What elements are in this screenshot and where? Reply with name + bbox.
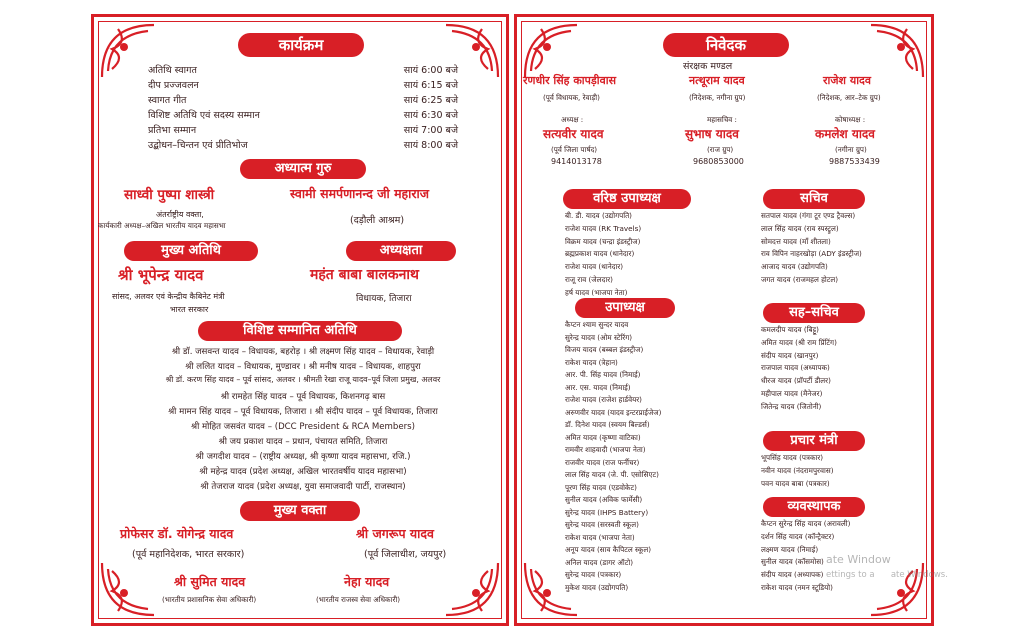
list-item: अनूप यादव (साव कैपिटल स्कूल) — [565, 545, 652, 554]
program-heading: कार्यक्रम — [238, 33, 364, 57]
officer-name: कमलेश यादव — [815, 127, 875, 141]
senior-vp-heading: वरिष्ठ उपाध्यक्ष — [563, 189, 691, 209]
program-row — [148, 123, 458, 136]
officer-role: अध्यक्ष : — [561, 115, 584, 124]
officer-name: सत्यवीर यादव — [543, 127, 604, 141]
list-item: राजेश यादव (RK Travels) — [565, 223, 642, 233]
list-item: अमित यादव (श्री राम प्रिंटिंग) — [761, 337, 837, 347]
program-time: सायं 6:15 बजे — [403, 80, 458, 91]
list-item: ब्रह्मप्रकाश यादव (थानेदार) — [565, 249, 635, 259]
program-label: दीप प्रज्जवलन — [148, 80, 199, 91]
officer-subtitle: (पूर्व जिला पार्षद) — [551, 145, 598, 154]
patron-subtitle: (निदेशक, नगीना ग्रुप) — [689, 93, 746, 102]
guru-heading: अध्यात्म गुरु — [240, 159, 366, 179]
officer-phone: 9887533439 — [829, 157, 880, 166]
special-guest-line: श्री जय प्रकाश यादव – प्रधान, पंचायत समिति, तिजारा — [218, 437, 388, 447]
officer-phone: 9414013178 — [551, 157, 602, 166]
co-secretary-heading: सह–सचिव — [763, 303, 865, 323]
presidency-name: महंत बाबा बालकनाथ — [310, 267, 419, 283]
program-label: प्रतिभा सम्मान — [148, 125, 197, 136]
program-time: सायं 7:00 बजे — [403, 125, 458, 136]
list-item: सुनील यादव (कॉसमोस) — [761, 557, 824, 567]
program-row — [148, 93, 458, 106]
corner-ornament — [867, 21, 927, 81]
secretary-heading: सचिव — [763, 189, 865, 209]
presidency-heading: अध्यक्षता — [346, 241, 456, 261]
requesters-heading: निवेदक — [663, 33, 789, 57]
list-item: महीपाल यादव (मैनेजर) — [761, 388, 823, 398]
program-label: उद्बोधन–चिन्तन एवं प्रीतिभोज — [148, 140, 248, 151]
list-item: सुनील यादव (अविक फार्मेसी) — [565, 495, 643, 504]
promotion-heading: प्रचार मंत्री — [763, 431, 865, 451]
speaker2-name: श्री जगरूप यादव — [356, 526, 434, 541]
list-item: सुरेन्द्र यादव (ओम स्टेरिंग) — [565, 332, 633, 342]
special-guest-line: श्री महेन्द्र यादव (प्रदेश अध्यक्ष, अखिल भारतवर्षीय यादव महासभा) — [199, 467, 407, 477]
officer-role: कोषाध्यक्ष : — [835, 115, 866, 124]
list-item: दर्शन सिंह यादव (कॉन्ट्रैक्टर) — [761, 531, 835, 541]
activation-watermark-title: ate Window — [826, 553, 891, 566]
promotion-list — [761, 452, 834, 490]
vp-list — [565, 319, 661, 594]
list-item: जितेन्द्र यादव (जितोनी) — [761, 401, 822, 411]
list-item: नवीन यादव (नंदरामपुरवास) — [761, 465, 834, 475]
patron-name: राजेश यादव — [823, 74, 872, 87]
list-item: विक्रम यादव (चन्द्रा इंडस्ट्रीज) — [565, 236, 641, 246]
speaker1-name: प्रोफेसर डॉ. योगेन्द्र यादव — [120, 526, 234, 541]
list-item: संदीप यादव (अध्यापक) — [761, 570, 824, 580]
list-item: भूपसिंह यादव (पत्रकार) — [761, 453, 824, 462]
list-item: कमलदीप यादव (बिट्टू) — [761, 325, 819, 334]
program-label: स्वागत गीत — [148, 95, 187, 106]
officer-role: महासचिव : — [707, 115, 737, 124]
chief-guest-heading: मुख्य अतिथि — [124, 241, 258, 261]
guru1-subtitle: अंतर्राष्ट्रीय वक्ता, — [156, 210, 204, 219]
corner-ornament — [521, 21, 581, 81]
list-item: आर. पी. सिंह यादव (निमाई) — [565, 370, 641, 379]
guru2-name: स्वामी समर्पणानन्द जी महाराज — [290, 186, 430, 201]
speaker3-subtitle: (भारतीय प्रशासनिक सेवा अधिकारी) — [162, 595, 257, 604]
list-item: राजेश यादव (राजेश हार्डवेयर) — [565, 395, 642, 404]
officer-subtitle: (नगीना ग्रुप) — [835, 145, 867, 154]
list-item: हर्ष यादव (भाजपा नेता) — [565, 287, 628, 297]
program-row — [148, 63, 458, 76]
chief-guest-subtitle: सांसद, अलवर एवं केन्द्रीय कैबिनेट मंत्री — [112, 292, 225, 301]
senior-vp-list — [565, 210, 641, 300]
program-label: विशिष्ट अतिथि एवं सदस्य सम्मान — [148, 110, 260, 121]
list-item: सुरेन्द्र यादव (IHPS Battery) — [565, 507, 649, 517]
officer-phone: 9680853000 — [693, 157, 744, 166]
guru1-name: साध्वी पुष्पा शास्त्री — [124, 187, 215, 203]
list-item: कैप्टन श्याम सुन्दर यादव — [565, 320, 629, 329]
officer-subtitle: (राज ग्रुप) — [707, 145, 734, 154]
speaker2-subtitle: (पूर्व जिलाधीश, जयपुर) — [364, 549, 447, 560]
list-item: सुरेन्द्र यादव (सरस्वती स्कूल) — [565, 520, 639, 529]
special-guest-line: श्री तेजराज यादव (प्रदेश अध्यक्ष, युवा समाजवादी पार्टी, राजस्थान) — [200, 482, 406, 492]
list-item: पूरण सिंह यादव (एडवोकेट) — [565, 482, 637, 492]
officer-name: सुभाष यादव — [685, 127, 739, 141]
list-item: धीरज यादव (प्रॉपर्टी डीलर) — [761, 376, 831, 386]
guru2-subtitle: (दड़ौली आश्रम) — [350, 215, 405, 226]
program-time: सायं 6:25 बजे — [403, 95, 458, 106]
program-time: सायं 6:30 बजे — [403, 110, 458, 121]
program-time: सायं 8:00 बजे — [403, 140, 458, 151]
list-item: रामवीर शाहवादी (भाजपा नेता) — [565, 445, 646, 454]
patron-council-heading: संरक्षक मण्डल — [683, 61, 733, 72]
list-item: आर. एस. यादव (निमाई) — [565, 382, 631, 392]
program-label: अतिथि स्वागत — [148, 65, 197, 76]
speaker3-name: श्री सुमित यादव — [174, 574, 246, 589]
patron-name: नत्थूराम यादव — [689, 74, 745, 87]
list-item: राकेश यादव (त्रेहान) — [565, 357, 618, 367]
list-item: लाल सिंह यादव (जे. पी. एसोसिएट) — [565, 470, 659, 479]
special-guest-line: श्री मोहित जसवंत यादव – (DCC President & RCA Members) — [190, 422, 416, 432]
list-item: संदीप यादव (खानपुर) — [761, 350, 819, 360]
special-guests-heading: विशिष्ट सम्मानित अतिथि — [198, 321, 402, 341]
chief-guest-subtitle: भारत सरकार — [170, 305, 209, 314]
list-item: लाल सिंह यादव (राव स्पस्ट्रुल) — [761, 223, 839, 233]
list-item: राव विपिन नाहरखोड़ा (ADY इंडस्ट्रीज) — [761, 249, 862, 259]
special-guest-line: श्री जगदीश यादव – (राष्ट्रीय अध्यक्ष, श्री कृष्णा यादव महासभा, रजि.) — [195, 452, 411, 462]
program-time: सायं 6:00 बजे — [403, 65, 458, 76]
list-item: आजाद यादव (उद्योगपति) — [761, 262, 828, 272]
patron-name: रणधीर सिंह कापड़ीवास — [523, 74, 617, 87]
list-item: विजय यादव (बब्बल इंडस्ट्रीज) — [565, 345, 644, 354]
list-item: राजपाल यादव (अध्यापक) — [761, 363, 830, 373]
list-item: सोमदत्त यादव (माँ शीतला) — [761, 236, 831, 246]
list-item: सतपाल यादव (गंगा टूर एण्ड ट्रैवल्स) — [761, 211, 856, 220]
speaker4-name: नेहा यादव — [344, 574, 390, 589]
vp-heading: उपाध्यक्ष — [575, 298, 675, 318]
secretary-list — [761, 210, 862, 287]
patron-subtitle: (निदेशक, आर–टेक ग्रुप) — [817, 93, 881, 102]
speaker4-subtitle: (भारतीय राजस्व सेवा अधिकारी) — [316, 595, 401, 604]
special-guest-line: श्री ललित यादव – विधायक, मुण्डावर । श्री मनीष यादव – विधायक, शाहपुरा — [185, 362, 421, 372]
list-item: सुरेन्द्र यादव (पत्रकार) — [565, 570, 622, 579]
program-row — [148, 138, 458, 151]
list-item: अमित यादव (कृष्णा वाटिका) — [565, 432, 641, 442]
co-secretary-list — [761, 324, 837, 414]
right-invitation-panel — [514, 14, 934, 626]
list-item: राजू राव (जेलदार) — [565, 274, 613, 284]
presidency-subtitle: विधायक, तिजारा — [356, 294, 412, 304]
list-item: बी. डी. यादव (उद्योगपति) — [565, 211, 632, 220]
list-item: जगत यादव (राजमहल होटल) — [761, 274, 839, 284]
list-item: पवन यादव बाबा (पत्रकार) — [761, 478, 830, 488]
speaker1-subtitle: (पूर्व महानिदेशक, भारत सरकार) — [132, 549, 245, 560]
list-item: कैप्टन सुरेन्द्र सिंह यादव (अरावली) — [761, 519, 851, 528]
list-item: राजेश यादव (थानेदार) — [565, 262, 624, 272]
list-item: राजवीर यादव (राज फर्नीचर) — [565, 457, 640, 467]
list-item: राकेश यादव (भाजपा नेता) — [565, 532, 635, 542]
special-guest-line: श्री डॉ. जसवन्त यादव – विधायक, बहरोड़ । श्री लक्ष्मण सिंह यादव – विधायक, रेवाड़ी — [171, 347, 435, 357]
special-guest-line: श्री रामहेत सिंह यादव – पूर्व विधायक, किशनगढ़ बास — [220, 392, 386, 402]
list-item: राकेश यादव (नमन स्टूडियो) — [761, 582, 833, 592]
guru1-subtitle: कार्यकारी अध्यक्ष–अखिल भारतीय यादव महासभा — [98, 221, 226, 230]
program-row — [148, 108, 458, 121]
list-item: अनिल यादव (डागर ऑटो) — [565, 557, 634, 567]
corner-ornament — [442, 559, 502, 619]
list-item: अरुणवीर यादव (यादव इन्टरप्राईजेज) — [565, 407, 662, 417]
list-item: डॉ. दिनेश यादव (स्वयम बिल्डर्स) — [565, 420, 650, 429]
corner-ornament — [98, 559, 158, 619]
keynote-heading: मुख्य वक्ता — [240, 501, 360, 521]
program-row — [148, 78, 458, 91]
list-item: मुकेश यादव (उद्योगपति) — [565, 582, 629, 592]
patron-subtitle: (पूर्व विधायक, रेवाड़ी) — [543, 93, 600, 102]
corner-ornament — [867, 559, 927, 619]
activation-watermark-subtitle: ettings to a ate Windows. — [826, 570, 948, 580]
list-item: लक्ष्मण यादव (निमाई) — [761, 544, 819, 554]
special-guest-line: श्री डॉ. करण सिंह यादव – पूर्व सांसद, अलवर । श्रीमती रेखा राजू यादव–पूर्व जिला प्रमुख, अलवर — [165, 375, 441, 384]
special-guest-line: श्री मामन सिंह यादव – पूर्व विधायक, तिजारा । श्री संदीप यादव – पूर्व विधायक, तिजारा — [168, 407, 438, 417]
chief-guest-name: श्री भूपेन्द्र यादव — [118, 266, 204, 284]
manager-heading: व्यवस्थापक — [763, 497, 865, 517]
left-invitation-panel — [91, 14, 509, 626]
